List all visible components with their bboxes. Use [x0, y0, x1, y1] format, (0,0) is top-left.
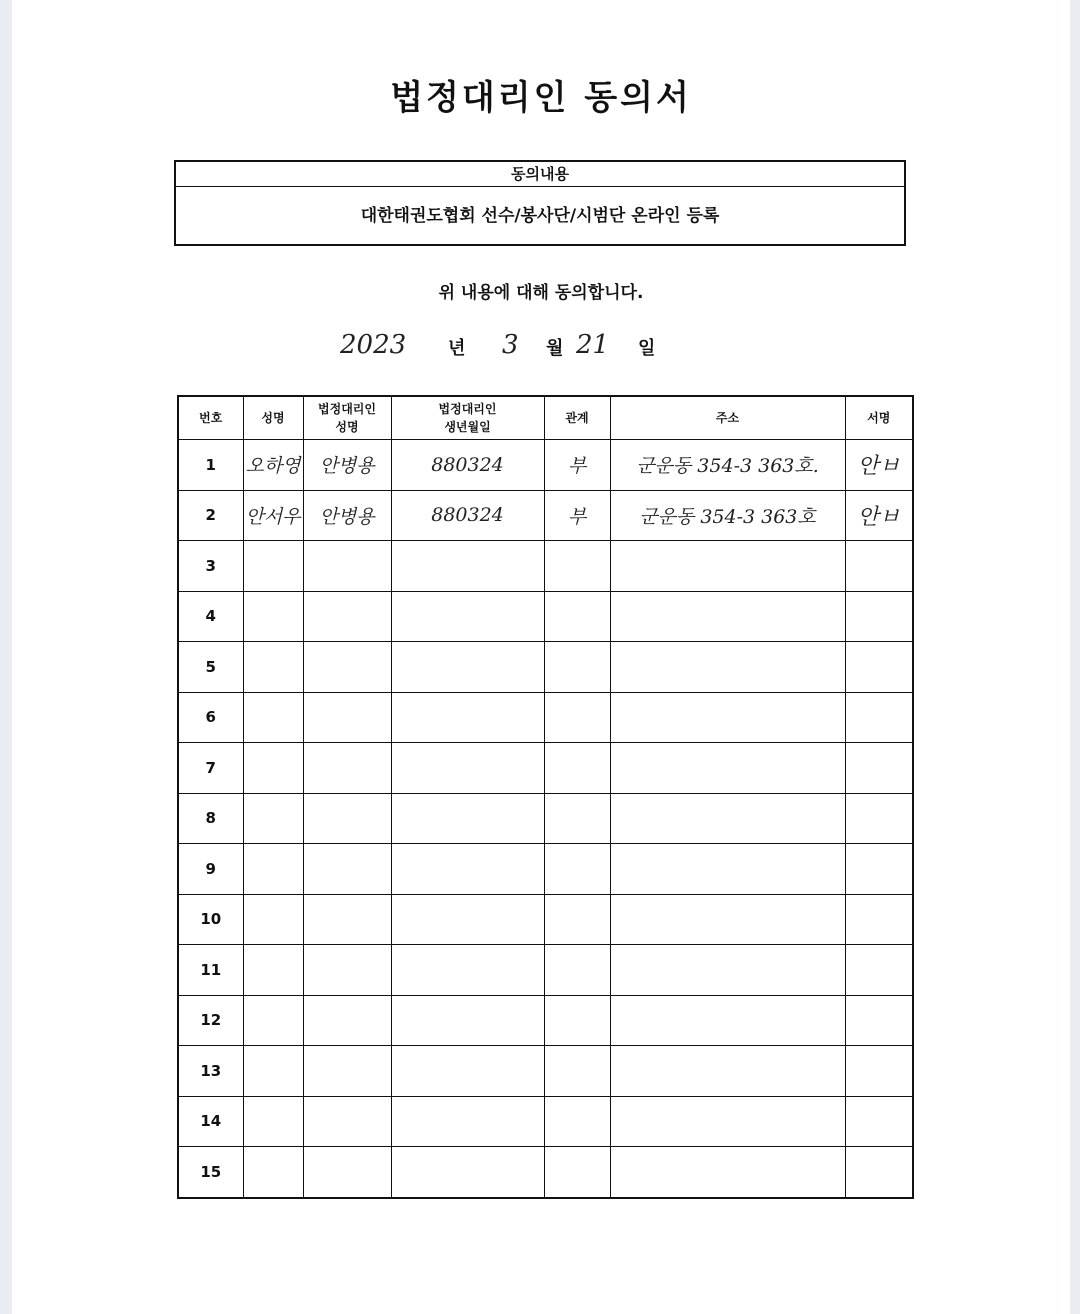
- date-day-label: 일: [638, 338, 656, 359]
- cell-address: [610, 490, 845, 541]
- date-day: 21: [576, 330, 610, 360]
- cell-rep-birthdate: [391, 490, 544, 541]
- cell-student-name: [243, 692, 303, 743]
- cell-address: [610, 1096, 845, 1147]
- document-title: 법정대리인 동의서: [390, 78, 692, 118]
- cell-rep-name: [303, 945, 391, 996]
- cell-relation: [544, 894, 610, 945]
- cell-relation: [544, 844, 610, 895]
- cell-address: [610, 844, 845, 895]
- header-relation: 관계: [544, 396, 610, 440]
- cell-row-number: 8: [178, 793, 243, 844]
- date-month: 3: [502, 330, 519, 360]
- cell-rep-birthdate: [391, 440, 544, 491]
- cell-address: [610, 743, 845, 794]
- cell-student-name: [243, 894, 303, 945]
- cell-address: [610, 440, 845, 491]
- cell-relation: [544, 541, 610, 592]
- consent-body: 대한태권도협회 선수/봉사단/시범단 온라인 등록: [360, 206, 720, 226]
- cell-rep-birthdate: [391, 743, 544, 794]
- header-signature: 서명: [845, 396, 913, 440]
- cell-rep-name: [303, 793, 391, 844]
- cell-rep-birthdate: [391, 591, 544, 642]
- student-name-handwriting: 오하영: [245, 455, 301, 478]
- cell-rep-name: [303, 743, 391, 794]
- table-row: [178, 591, 913, 642]
- cell-signature: [845, 440, 913, 491]
- cell-rep-birthdate: [391, 1046, 544, 1097]
- table-row: [178, 793, 913, 844]
- cell-signature: [845, 692, 913, 743]
- cell-rep-name: [303, 541, 391, 592]
- cell-relation: [544, 490, 610, 541]
- cell-row-number: 3: [178, 541, 243, 592]
- rep-birthdate-handwriting: 880324: [431, 504, 504, 527]
- cell-student-name: [243, 490, 303, 541]
- signature-handwriting: 안ㅂ: [857, 454, 900, 480]
- cell-signature: [845, 894, 913, 945]
- cell-signature: [845, 1046, 913, 1097]
- cell-student-name: [243, 1096, 303, 1147]
- document-page: [12, 0, 1070, 1314]
- cell-row-number: 9: [178, 844, 243, 895]
- cell-relation: [544, 995, 610, 1046]
- cell-signature: [845, 743, 913, 794]
- cell-row-number: 7: [178, 743, 243, 794]
- date-line: [340, 328, 740, 368]
- table-row: [178, 945, 913, 996]
- cell-address: [610, 591, 845, 642]
- table-row: [178, 1147, 913, 1198]
- cell-row-number: 2: [178, 490, 243, 541]
- cell-student-name: [243, 440, 303, 491]
- cell-address: [610, 995, 845, 1046]
- cell-relation: [544, 743, 610, 794]
- cell-row-number: 14: [178, 1096, 243, 1147]
- signature-handwriting: 안ㅂ: [857, 504, 900, 530]
- cell-rep-birthdate: [391, 844, 544, 895]
- header-address: 주소: [610, 396, 845, 440]
- table-row: [178, 1046, 913, 1097]
- cell-address: [610, 642, 845, 693]
- rep-birthdate-handwriting: 880324: [431, 453, 504, 476]
- cell-rep-birthdate: [391, 995, 544, 1046]
- cell-signature: [845, 642, 913, 693]
- cell-rep-birthdate: [391, 1096, 544, 1147]
- cell-student-name: [243, 1147, 303, 1198]
- cell-relation: [544, 1096, 610, 1147]
- cell-rep-name: [303, 1147, 391, 1198]
- date-year: 2023: [340, 330, 407, 360]
- cell-signature: [845, 591, 913, 642]
- representative-table: [177, 395, 914, 1199]
- cell-rep-name: [303, 1096, 391, 1147]
- cell-student-name: [243, 541, 303, 592]
- cell-signature: [845, 490, 913, 541]
- cell-rep-name: [303, 642, 391, 693]
- cell-rep-name: [303, 440, 391, 491]
- cell-row-number: 13: [178, 1046, 243, 1097]
- cell-rep-name: [303, 490, 391, 541]
- address-handwriting: 군운동 354-3 363호.: [636, 455, 819, 478]
- cell-address: [610, 1046, 845, 1097]
- cell-signature: [845, 844, 913, 895]
- cell-row-number: 11: [178, 945, 243, 996]
- cell-row-number: 6: [178, 692, 243, 743]
- cell-row-number: 5: [178, 642, 243, 693]
- table-row: [178, 743, 913, 794]
- cell-rep-name: [303, 692, 391, 743]
- address-handwriting: 군운동 354-3 363호: [639, 505, 816, 528]
- cell-relation: [544, 642, 610, 693]
- table-header-row: [178, 396, 913, 440]
- cell-rep-birthdate: [391, 692, 544, 743]
- header-rep-name: 법정대리인 성명: [303, 396, 391, 440]
- cell-row-number: 12: [178, 995, 243, 1046]
- table-row: [178, 692, 913, 743]
- relation-handwriting: 부: [567, 455, 587, 478]
- cell-rep-birthdate: [391, 894, 544, 945]
- cell-signature: [845, 995, 913, 1046]
- cell-student-name: [243, 743, 303, 794]
- cell-address: [610, 692, 845, 743]
- cell-rep-birthdate: [391, 642, 544, 693]
- cell-rep-name: [303, 844, 391, 895]
- cell-student-name: [243, 1046, 303, 1097]
- table-row: [178, 541, 913, 592]
- cell-signature: [845, 1096, 913, 1147]
- cell-rep-name: [303, 1046, 391, 1097]
- rep-name-handwriting: 안병용: [319, 505, 375, 528]
- cell-row-number: 10: [178, 894, 243, 945]
- cell-relation: [544, 692, 610, 743]
- consent-header: 동의내용: [176, 162, 904, 187]
- cell-rep-name: [303, 995, 391, 1046]
- cell-signature: [845, 793, 913, 844]
- header-name: 성명: [243, 396, 303, 440]
- cell-rep-name: [303, 894, 391, 945]
- table-row: [178, 1096, 913, 1147]
- header-rep-birth: 법정대리인 생년월일: [391, 396, 544, 440]
- date-year-label: 년: [448, 338, 466, 359]
- cell-signature: [845, 1147, 913, 1198]
- cell-address: [610, 894, 845, 945]
- cell-student-name: [243, 945, 303, 996]
- table-row: [178, 844, 913, 895]
- cell-row-number: 1: [178, 440, 243, 491]
- cell-relation: [544, 440, 610, 491]
- cell-student-name: [243, 642, 303, 693]
- cell-student-name: [243, 591, 303, 642]
- student-name-handwriting: 안서우: [245, 505, 301, 528]
- cell-address: [610, 945, 845, 996]
- cell-rep-name: [303, 591, 391, 642]
- cell-rep-birthdate: [391, 793, 544, 844]
- table-row: [178, 894, 913, 945]
- relation-handwriting: 부: [567, 505, 587, 528]
- table-row: [178, 440, 913, 491]
- cell-address: [610, 793, 845, 844]
- rep-name-handwriting: 안병용: [319, 455, 375, 478]
- header-num: 번호: [178, 396, 243, 440]
- cell-row-number: 4: [178, 591, 243, 642]
- cell-signature: [845, 945, 913, 996]
- cell-rep-birthdate: [391, 945, 544, 996]
- cell-relation: [544, 1046, 610, 1097]
- cell-relation: [544, 793, 610, 844]
- cell-rep-birthdate: [391, 1147, 544, 1198]
- cell-rep-birthdate: [391, 541, 544, 592]
- cell-student-name: [243, 995, 303, 1046]
- table-row: [178, 995, 913, 1046]
- cell-address: [610, 541, 845, 592]
- agree-statement: 위 내용에 대해 동의합니다.: [438, 283, 644, 303]
- consent-box: [174, 160, 906, 246]
- table-row: [178, 490, 913, 541]
- cell-signature: [845, 541, 913, 592]
- cell-row-number: 15: [178, 1147, 243, 1198]
- cell-student-name: [243, 793, 303, 844]
- cell-relation: [544, 945, 610, 996]
- cell-relation: [544, 1147, 610, 1198]
- cell-relation: [544, 591, 610, 642]
- cell-student-name: [243, 844, 303, 895]
- cell-address: [610, 1147, 845, 1198]
- table-row: [178, 642, 913, 693]
- date-month-label: 월: [546, 338, 564, 359]
